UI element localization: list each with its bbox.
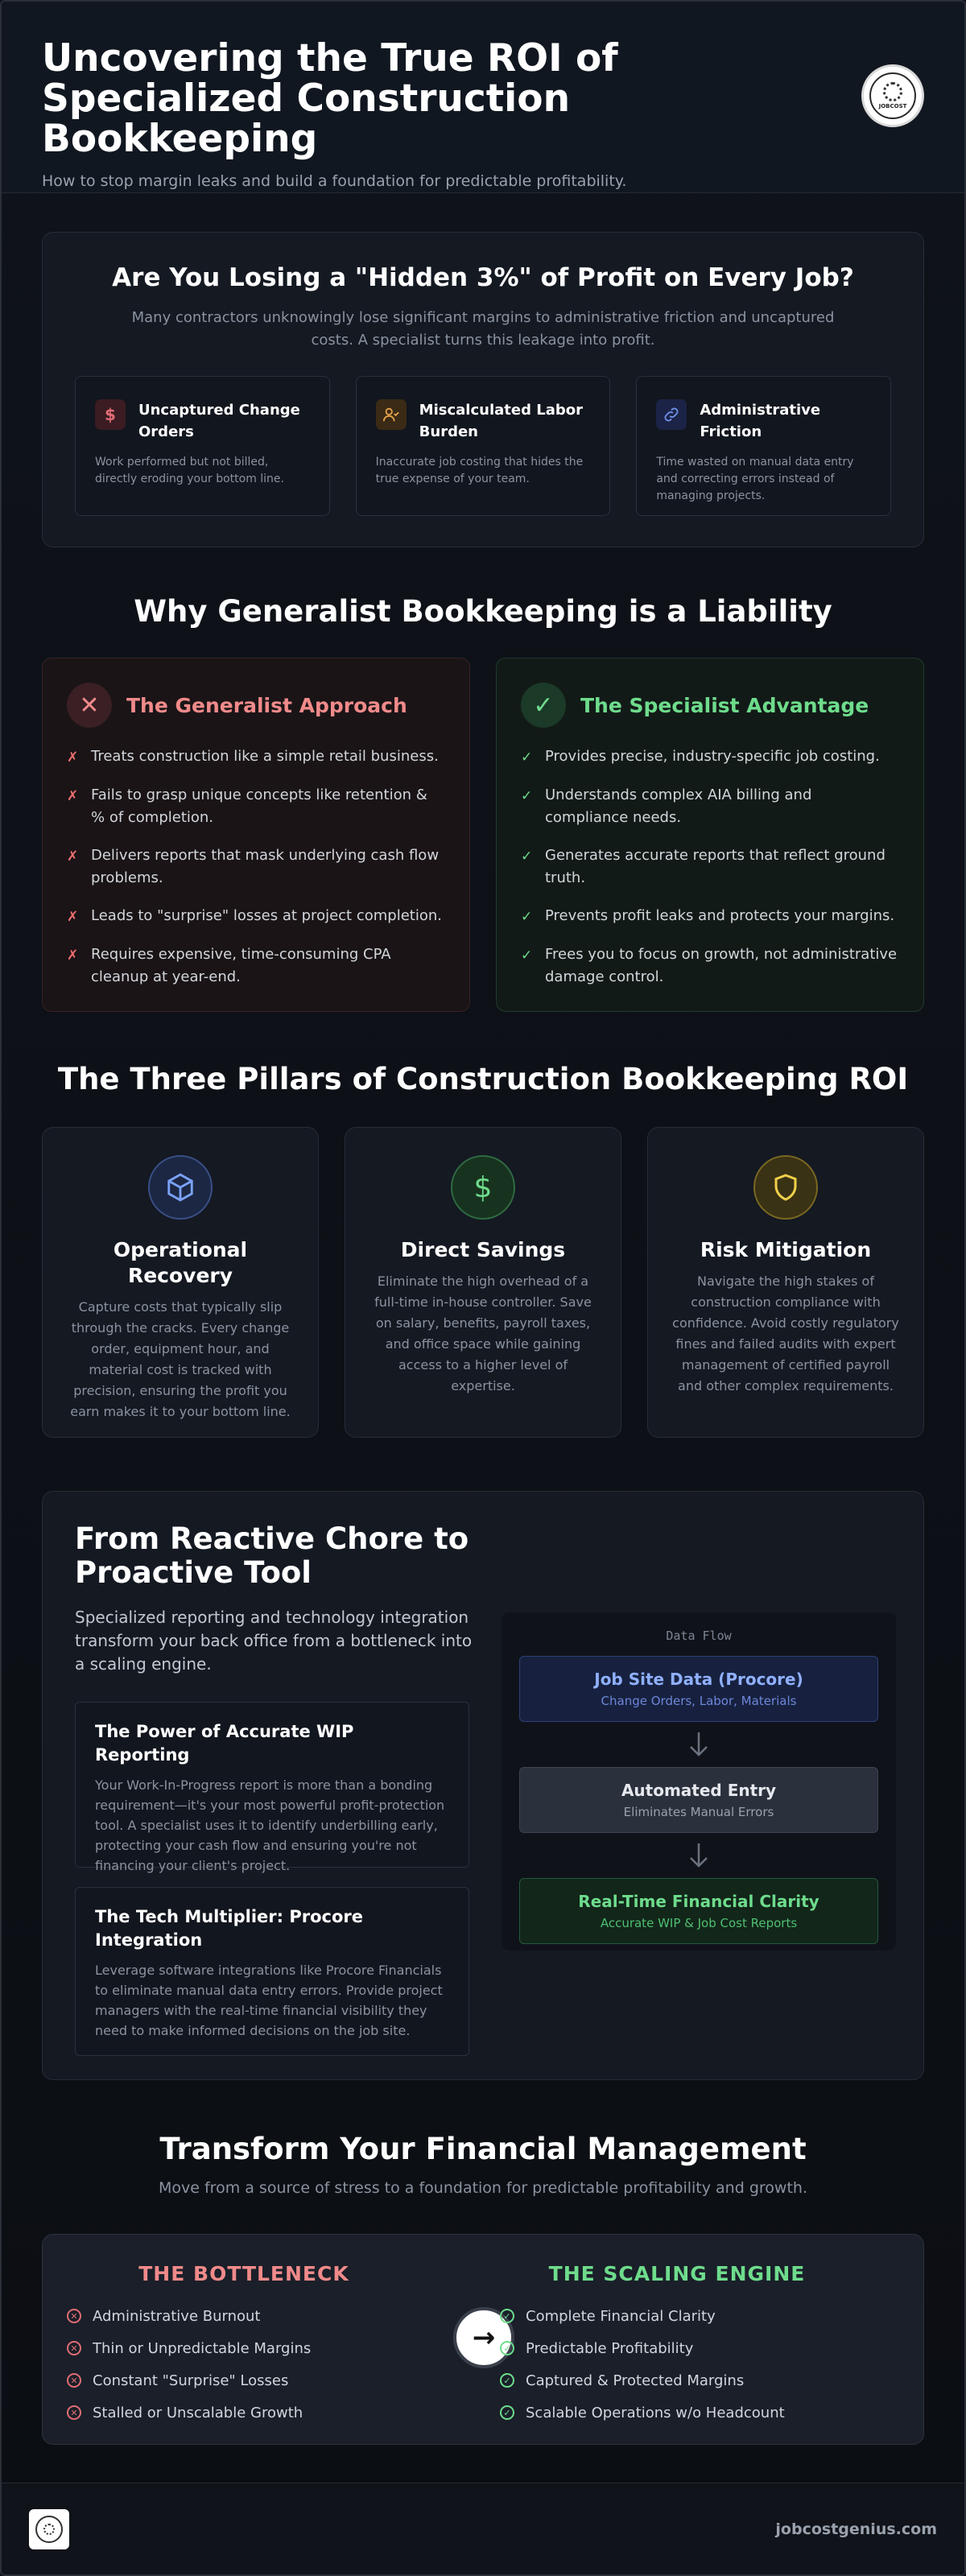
flow-step-title: Job Site Data (Procore) [594,1670,803,1689]
x-circle-icon: ✕ [67,2309,81,2323]
list-item-text: Complete Financial Clarity [526,2307,716,2325]
pillars-section [42,1127,924,1438]
data-flow-diagram [502,1612,896,1951]
list-item-text: Frees you to focus on growth, not administrative damage control. [545,946,898,985]
list-item [67,905,445,928]
flow-step-subtitle: Accurate WIP & Job Cost Reports [600,1916,798,1930]
leak-card-description: Work performed but not billed, directly eroding your bottom line. [95,456,284,485]
close-icon: ✕ [67,683,112,728]
list-item [521,844,899,890]
transform-subtitle: Move from a source of stress to a foundation for predictable profitability and growth. [159,2179,807,2197]
x-circle-icon: ✕ [67,2405,81,2420]
check-mark-icon: ✓ [521,848,533,865]
bottleneck-title: THE BOTTLENECK [138,2262,349,2285]
x-mark-icon: ✗ [67,788,79,804]
scaling-title: THE SCALING ENGINE [548,2262,806,2285]
wip-reporting-card [75,1702,469,1873]
x-circle-icon: ✕ [67,2341,81,2355]
list-item-text: Treats construction like a simple retail business. [91,748,439,765]
leak-card-list [75,376,891,516]
pillar-title: Risk Mitigation [700,1238,872,1261]
data-flow-label: Data Flow [666,1629,732,1643]
list-item [521,784,899,829]
list-item [521,745,899,769]
check-mark-icon: ✓ [521,749,533,766]
check-mark-icon: ✓ [521,947,533,964]
gear-icon [883,82,902,101]
list-item-text: Fails to grasp unique concepts like retention & % of completion. [91,786,427,826]
list-item [67,844,445,890]
hidden-profit-panel [42,232,924,547]
check-circle-icon: ✓ [500,2309,514,2323]
pillar-description: Capture costs that typically slip through the cracks. Every change order, equipment hour, and material cost is tracked with precision, ensuring the profit you earn makes it to your bottom line. [70,1299,291,1419]
footer [2,2483,964,2574]
card-title: The Tech Multiplier: Procore Integration [95,1907,363,1950]
dollar-icon: $ [95,399,126,430]
generalist-card [42,658,470,1012]
x-mark-icon: ✗ [67,947,79,964]
hidden-profit-title: Are You Losing a "Hidden 3%" of Profit on Every Job? [112,263,854,292]
list-item-text: Thin or Unpredictable Margins [93,2339,312,2357]
list-item-text: Provides precise, industry-specific job costing. [545,748,880,765]
list-item [67,2396,421,2429]
list-item-text: Generates accurate reports that reflect ground truth. [545,847,886,886]
footer-website-link[interactable]: jobcostgenius.com [775,2520,937,2538]
proactive-panel [42,1491,924,2080]
x-mark-icon: ✗ [67,848,79,865]
pillar-title: Operational Recovery [113,1238,248,1287]
list-item [67,745,445,769]
page-subtitle: How to stop margin leaks and build a foundation for predictable profitability. [42,172,627,190]
proactive-title: From Reactive Chore to Proactive Tool [75,1521,469,1590]
list-item-text: Prevents profit leaks and protects your margins. [545,907,895,924]
comparison-section [42,658,924,1012]
leak-card-change-orders [75,376,330,516]
check-icon: ✓ [521,683,566,728]
pillar-operational-recovery [42,1127,319,1438]
cube-icon [148,1155,213,1220]
x-mark-icon: ✗ [67,909,79,925]
flow-step-title: Real-Time Financial Clarity [578,1892,819,1911]
list-item [500,2300,854,2332]
list-item-text: Administrative Burnout [93,2307,261,2325]
arrow-right-icon: → [453,2307,514,2368]
list-item [67,2364,421,2396]
list-item-text: Stalled or Unscalable Growth [93,2404,303,2421]
flow-step-job-site [519,1656,878,1722]
leak-card-labor-burden [356,376,611,516]
leak-card-title: Administrative Friction [700,402,821,440]
procore-integration-card [75,1887,469,2056]
pillar-description: Eliminate the high overhead of a full-time in-house controller. Save on salary, benefits, payroll taxes, and office space while gaining access to a higher level of expertise. [374,1274,592,1393]
flow-step-subtitle: Change Orders, Labor, Materials [601,1694,797,1708]
user-check-icon [376,399,407,430]
flow-step-subtitle: Eliminates Manual Errors [623,1805,774,1819]
page-title: Uncovering the True ROI of Specialized Construction Bookkeeping [42,36,618,161]
list-item-text: Scalable Operations w/o Headcount [526,2404,785,2421]
transform-title: Transform Your Financial Management [159,2132,807,2166]
pillar-description: Navigate the high stakes of construction compliance with confidence. Avoid costly regulatory fines and failed audits with expert management of certified payroll and other complex requirements. [672,1274,899,1393]
check-circle-icon: ✓ [500,2405,514,2420]
pillars-title: The Three Pillars of Construction Bookkeeping ROI [57,1062,909,1096]
shield-icon [753,1155,818,1220]
proactive-lead: Specialized reporting and technology integration transform your back office from a bottleneck into a scaling engine. [75,1608,473,1674]
dollar-icon: $ [451,1155,515,1220]
specialist-title: The Specialist Advantage [580,693,869,717]
list-item-text: Captured & Protected Margins [526,2372,745,2389]
header [2,2,964,193]
specialist-card [496,658,924,1012]
leak-card-title: Uncaptured Change Orders [138,402,300,440]
pillar-risk-mitigation [647,1127,924,1438]
arrow-down-icon [519,1730,878,1759]
list-item [500,2332,854,2364]
generalist-title: The Generalist Approach [126,693,407,717]
logo-text: JOBCOST [878,103,907,109]
list-item [67,943,445,989]
card-title: The Power of Accurate WIP Reporting [95,1722,354,1765]
leak-card-admin-friction [636,376,891,516]
flow-step-automated-entry [519,1767,878,1833]
leak-card-description: Inaccurate job costing that hides the true expense of your team. [375,456,584,485]
flow-step-financial-clarity [519,1878,878,1944]
footer-logo[interactable] [29,2509,69,2549]
hidden-profit-description: Many contractors unknowingly lose significant margins to administrative friction and uncaptured costs. A specialist turns this leakage into profit. [131,309,835,349]
list-item-text: Requires expensive, time-consuming CPA cleanup at year-end. [91,946,391,985]
generalist-list [67,745,445,989]
list-item [521,905,899,928]
flow-step-title: Automated Entry [621,1781,777,1800]
list-item [521,943,899,989]
card-description: Your Work-In-Progress report is more than a bonding requirement—it's your most powerful profit-protection tool. A specialist uses it to identify underbilling early, protecting your cash flow and ensuring you're not financing your client's project. [95,1777,445,1873]
link-icon [656,399,687,430]
arrow-down-icon [519,1841,878,1870]
list-item [67,2332,421,2364]
gear-icon [43,2524,55,2535]
transform-panel [42,2234,924,2445]
specialist-list [521,745,899,989]
liability-title: Why Generalist Bookkeeping is a Liability [134,594,832,629]
list-item-text: Constant "Surprise" Losses [93,2372,289,2389]
list-item-text: Leads to "surprise" losses at project completion. [91,907,442,924]
pillar-direct-savings [345,1127,621,1438]
list-item-text: Delivers reports that mask underlying cash flow problems. [91,847,440,886]
list-item [67,2300,421,2332]
x-mark-icon: ✗ [67,749,79,766]
list-item [67,784,445,829]
leak-card-title: Miscalculated Labor Burden [419,402,583,440]
brand-logo [861,64,924,127]
list-item-text: Understands complex AIA billing and compliance needs. [545,786,812,826]
check-circle-icon: ✓ [500,2341,514,2355]
check-mark-icon: ✓ [521,788,533,804]
x-circle-icon: ✕ [67,2373,81,2388]
leak-card-description: Time wasted on manual data entry and correcting errors instead of managing projects. [656,456,854,502]
scaling-column [500,2262,854,2429]
bottleneck-column [67,2262,421,2429]
check-mark-icon: ✓ [521,909,533,925]
list-item [500,2396,854,2429]
pillar-title: Direct Savings [400,1238,566,1261]
card-description: Leverage software integrations like Procore Financials to eliminate manual data entry errors. Provide project managers with the real-time financial visibility they need to make informed decisions on the job site. [95,1963,443,2038]
list-item [500,2364,854,2396]
check-circle-icon: ✓ [500,2373,514,2388]
list-item-text: Predictable Profitability [526,2339,694,2357]
